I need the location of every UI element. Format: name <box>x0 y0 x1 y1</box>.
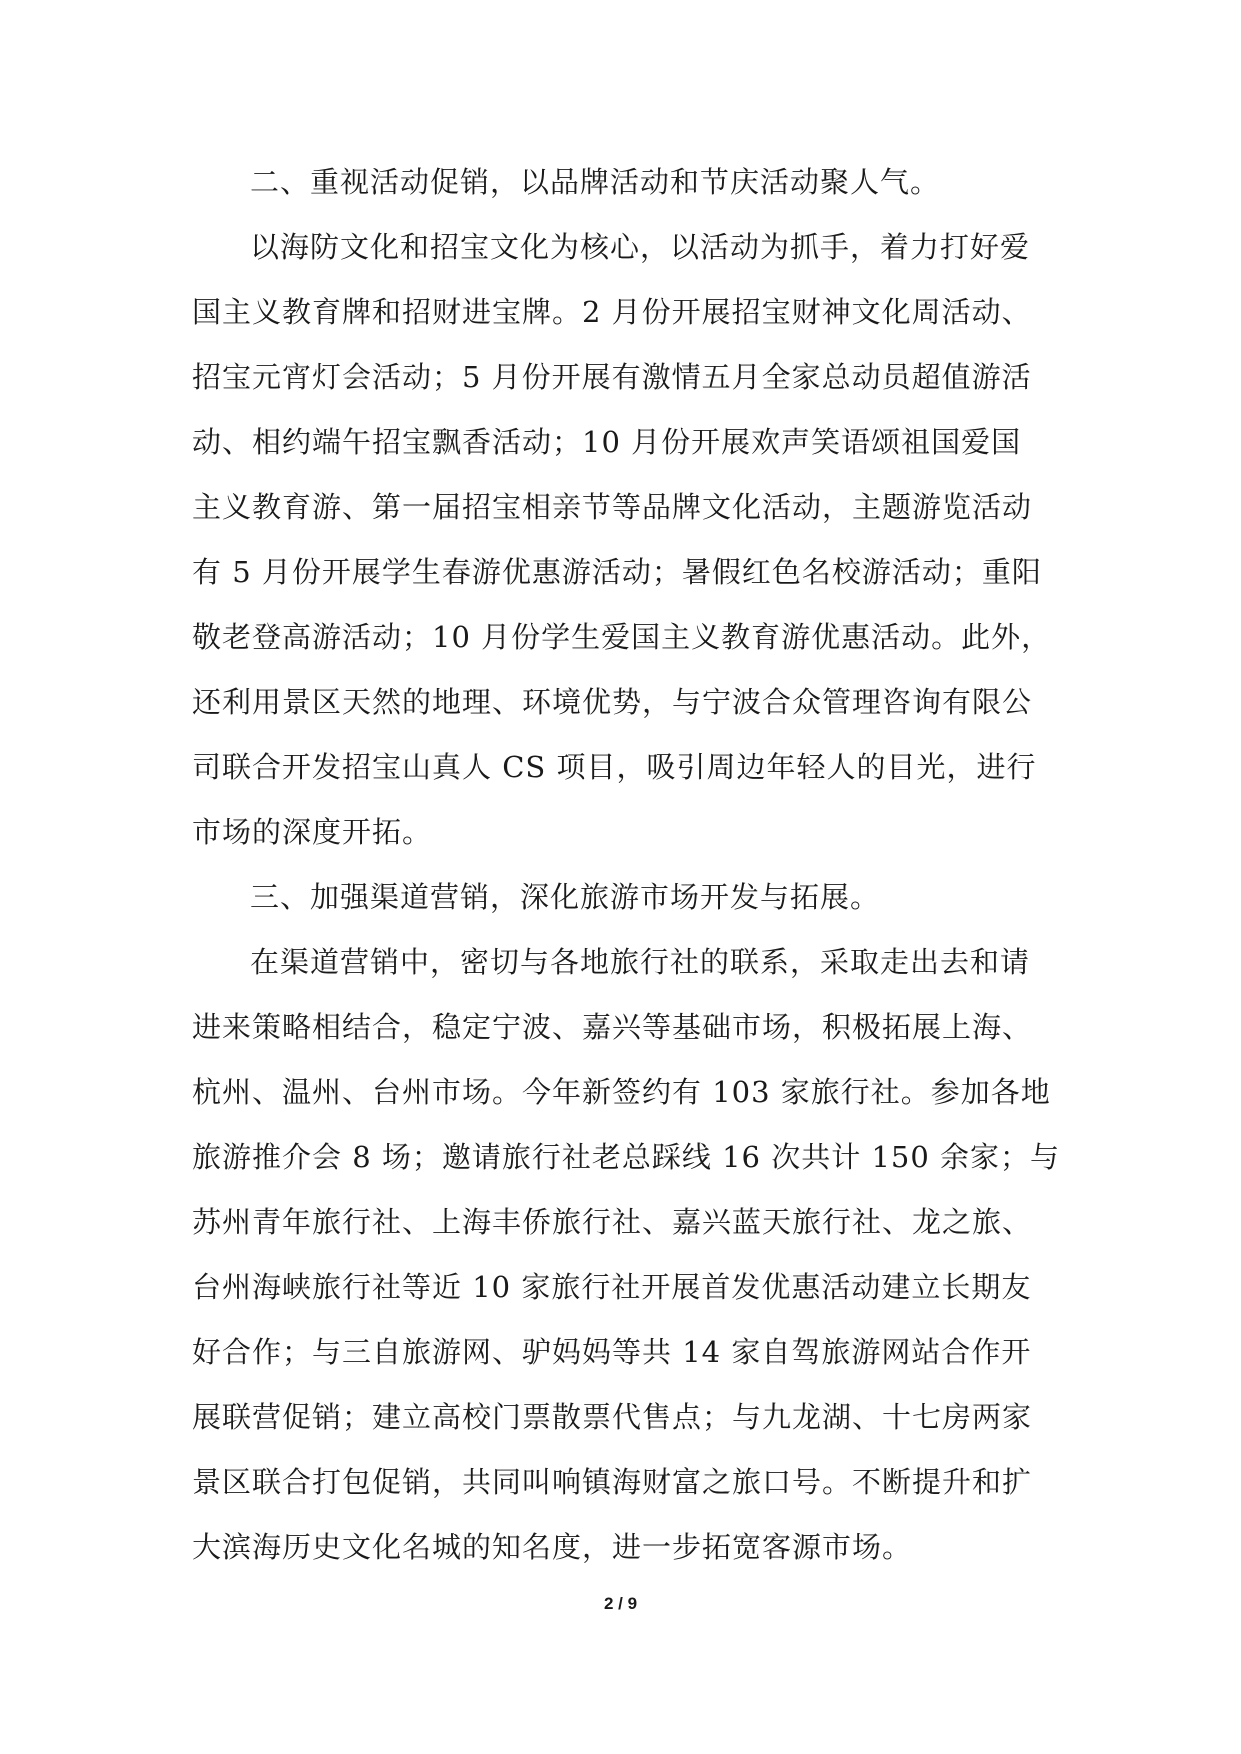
text-line: 动、相约端午招宝飘香活动；10 月份开展欢声笑语颂祖国爱国 <box>192 425 1022 459</box>
text-line: 国主义教育牌和招财进宝牌。2 月份开展招宝财神文化周活动、 <box>192 295 1032 329</box>
body-paragraph <box>192 215 1060 865</box>
text-line: 进来策略相结合，稳定宁波、嘉兴等基础市场，积极拓展上海、 <box>192 1010 1033 1044</box>
text-line: 杭州、温州、台州市场。今年新签约有 103 家旅行社。参加各地 <box>192 1075 1051 1109</box>
document-body <box>192 150 1060 1580</box>
text-line: 司联合开发招宝山真人 CS 项目，吸引周边年轻人的目光，进行 <box>192 750 1037 784</box>
text-line: 台州海峡旅行社等近 10 家旅行社开展首发优惠活动建立长期友 <box>192 1270 1032 1304</box>
text-line: 还利用景区天然的地理、环境优势，与宁波合众管理咨询有限公 <box>192 685 1033 719</box>
text-line: 以海防文化和招宝文化为核心，以活动为抓手，着力打好爱 <box>250 230 1031 264</box>
text-line: 二、重视活动促销，以品牌活动和节庆活动聚人气。 <box>250 165 941 199</box>
section-heading <box>192 865 1060 930</box>
text-line: 市场的深度开拓。 <box>192 815 433 849</box>
text-line: 景区联合打包促销，共同叫响镇海财富之旅口号。不断提升和扩 <box>192 1465 1033 1499</box>
text-line: 三、加强渠道营销，深化旅游市场开发与拓展。 <box>250 880 881 914</box>
body-paragraph <box>192 930 1060 1580</box>
section-heading <box>192 150 1060 215</box>
text-line: 苏州青年旅行社、上海丰侨旅行社、嘉兴蓝天旅行社、龙之旅、 <box>192 1205 1033 1239</box>
text-line: 展联营促销；建立高校门票散票代售点；与九龙湖、十七房两家 <box>192 1400 1033 1434</box>
text-line: 敬老登高游活动；10 月份学生爱国主义教育游优惠活动。此外， <box>192 620 1052 654</box>
text-line: 旅游推介会 8 场；邀请旅行社老总踩线 16 次共计 150 余家；与 <box>192 1140 1061 1174</box>
page-number: 2 / 9 <box>603 1594 638 1613</box>
text-line: 有 5 月份开展学生春游优惠游活动；暑假红色名校游活动；重阳 <box>192 555 1042 589</box>
text-line: 好合作；与三自旅游网、驴妈妈等共 14 家自驾旅游网站合作开 <box>192 1335 1032 1369</box>
text-line: 主义教育游、第一届招宝相亲节等品牌文化活动，主题游览活动 <box>192 490 1033 524</box>
text-line: 招宝元宵灯会活动；5 月份开展有激情五月全家总动员超值游活 <box>192 360 1032 394</box>
text-line: 在渠道营销中，密切与各地旅行社的联系，采取走出去和请 <box>250 945 1031 979</box>
text-line: 大滨海历史文化名城的知名度，进一步拓宽客源市场。 <box>192 1530 913 1564</box>
